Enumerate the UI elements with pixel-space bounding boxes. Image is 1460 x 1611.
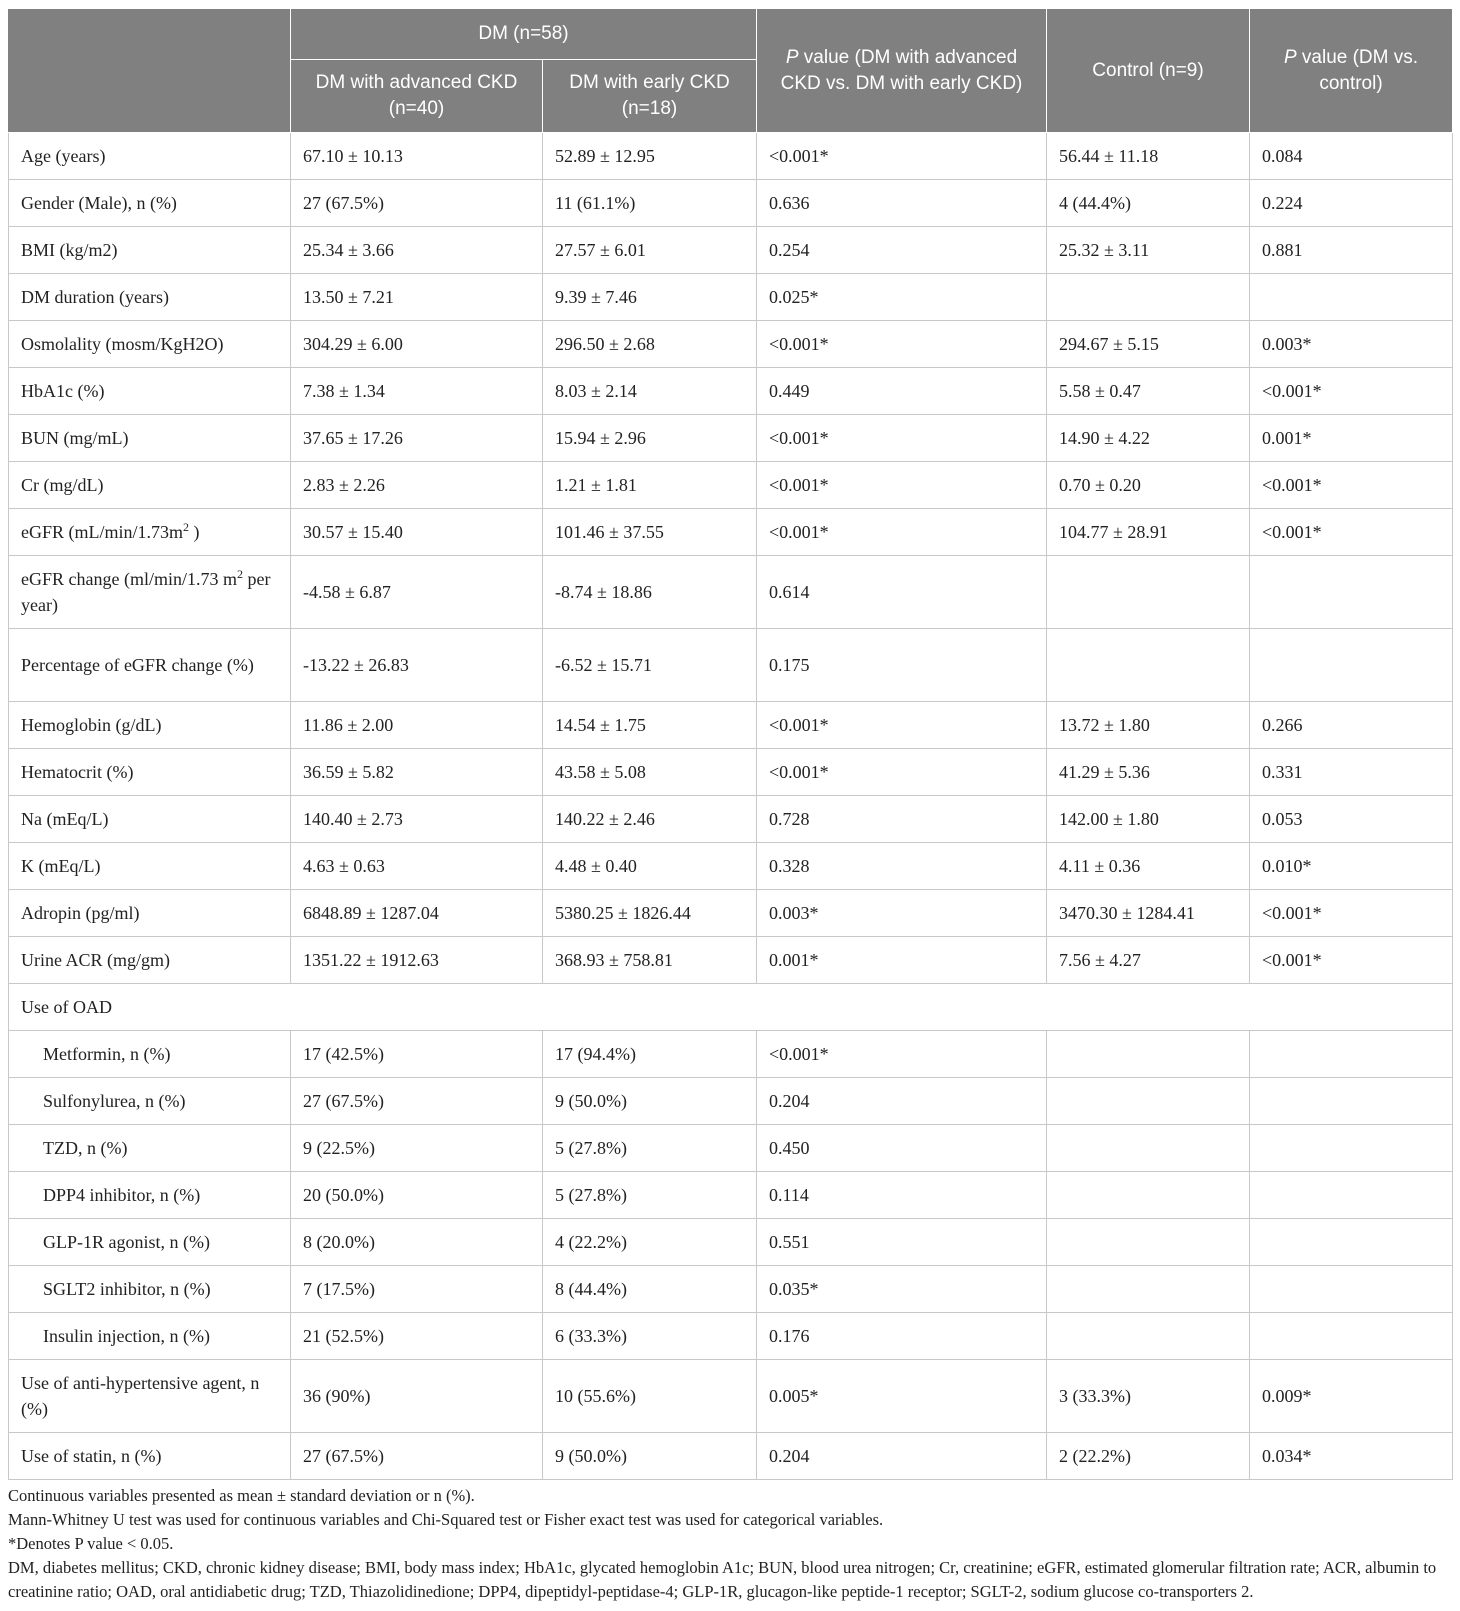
- table-row: [9, 556, 1453, 629]
- cell-control: 41.29 ± 5.36: [1047, 749, 1250, 796]
- row-label: [9, 1031, 291, 1078]
- row-label-text: HbA1c (%): [21, 381, 105, 401]
- cell-p-value-ckd: 0.114: [757, 1172, 1047, 1219]
- cell-control: 294.67 ± 5.15: [1047, 321, 1250, 368]
- cell-advanced-ckd: 140.40 ± 2.73: [291, 796, 543, 843]
- footnote-line: DM, diabetes mellitus; CKD, chronic kidney disease; BMI, body mass index; HbA1c, glycated hemoglobin A1c; BUN, blood urea nitrogen; Cr, creatinine; eGFR, estimated glomerular filtration rate; ACR, albumin to creatinine ratio; OAD, oral antidiabetic drug; TZD, Thiazolidinedione; DPP4, dipeptidyl-peptidase-4; GLP-1R, glucagon-like peptide-1 receptor; SGLT-2, sodium glucose co-transporters 2.: [8, 1558, 1437, 1601]
- cell-p-value-ckd: 0.450: [757, 1125, 1047, 1172]
- row-label-text: Osmolality (mosm/KgH2O): [21, 334, 224, 354]
- cell-early-ckd: 6 (33.3%): [543, 1313, 757, 1360]
- footnote-line: Continuous variables presented as mean ± standard deviation or n (%).: [8, 1486, 475, 1505]
- cell-p-value-control: 0.224: [1250, 180, 1453, 227]
- cell-p-value-control: 0.034*: [1250, 1433, 1453, 1480]
- row-label-text: DM duration (years): [21, 287, 169, 307]
- table-row: [9, 890, 1453, 937]
- row-label-text: Use of statin, n (%): [21, 1446, 162, 1466]
- cell-control: [1047, 1125, 1250, 1172]
- cell-p-value-control: [1250, 274, 1453, 321]
- row-label-superscript: 2: [236, 567, 243, 581]
- row-label-text: Cr (mg/dL): [21, 475, 104, 495]
- table-row: [9, 749, 1453, 796]
- cell-p-value-ckd: 0.176: [757, 1313, 1047, 1360]
- cell-early-ckd: 1.21 ± 1.81: [543, 462, 757, 509]
- cell-control: 104.77 ± 28.91: [1047, 509, 1250, 556]
- cell-p-value-ckd: 0.449: [757, 368, 1047, 415]
- row-label: [9, 1360, 291, 1433]
- cell-early-ckd: 8.03 ± 2.14: [543, 368, 757, 415]
- row-label-text: Hemoglobin (g/dL): [21, 715, 162, 735]
- cell-p-value-control: [1250, 629, 1453, 702]
- row-label-text: Adropin (pg/ml): [21, 903, 140, 923]
- row-label-text: BMI (kg/m2): [21, 240, 118, 260]
- cell-advanced-ckd: 27 (67.5%): [291, 1078, 543, 1125]
- cell-control: [1047, 1266, 1250, 1313]
- table-row: [9, 274, 1453, 321]
- table-row: [9, 984, 1453, 1031]
- table-row: [9, 509, 1453, 556]
- cell-control: 4.11 ± 0.36: [1047, 843, 1250, 890]
- table-row: [9, 843, 1453, 890]
- row-label: [9, 462, 291, 509]
- cell-p-value-control: [1250, 1172, 1453, 1219]
- cell-p-value-control: 0.053: [1250, 796, 1453, 843]
- cell-advanced-ckd: 36 (90%): [291, 1360, 543, 1433]
- row-label-text: Use of anti-hypertensive agent, n (%): [21, 1373, 260, 1419]
- header-dm-group: DM (n=58): [291, 9, 757, 60]
- row-label-suffix: per year): [21, 569, 271, 615]
- cell-p-value-ckd: <0.001*: [757, 749, 1047, 796]
- cell-control: 2 (22.2%): [1047, 1433, 1250, 1480]
- cell-advanced-ckd: 7.38 ± 1.34: [291, 368, 543, 415]
- cell-p-value-control: [1250, 1125, 1453, 1172]
- cell-early-ckd: -8.74 ± 18.86: [543, 556, 757, 629]
- cell-early-ckd: 4.48 ± 0.40: [543, 843, 757, 890]
- cell-advanced-ckd: 4.63 ± 0.63: [291, 843, 543, 890]
- cell-p-value-ckd: 0.328: [757, 843, 1047, 890]
- cell-p-value-control: 0.266: [1250, 702, 1453, 749]
- row-label-text: GLP-1R agonist, n (%): [43, 1232, 210, 1252]
- cell-early-ckd: 5 (27.8%): [543, 1172, 757, 1219]
- row-label: [9, 321, 291, 368]
- table-row: [9, 1266, 1453, 1313]
- row-label-text: Na (mEq/L): [21, 809, 109, 829]
- cell-early-ckd: 17 (94.4%): [543, 1031, 757, 1078]
- cell-control: [1047, 629, 1250, 702]
- cell-early-ckd: 8 (44.4%): [543, 1266, 757, 1313]
- header-early-ckd: DM with early CKD (n=18): [543, 60, 757, 133]
- cell-advanced-ckd: 67.10 ± 10.13: [291, 133, 543, 180]
- header-p2-text: value (DM vs. control): [1296, 46, 1419, 94]
- row-label: [9, 984, 1453, 1031]
- cell-control: 13.72 ± 1.80: [1047, 702, 1250, 749]
- cell-advanced-ckd: 7 (17.5%): [291, 1266, 543, 1313]
- cell-p-value-control: <0.001*: [1250, 890, 1453, 937]
- cell-early-ckd: 140.22 ± 2.46: [543, 796, 757, 843]
- table-row: [9, 1078, 1453, 1125]
- row-label: [9, 1313, 291, 1360]
- cell-control: 5.58 ± 0.47: [1047, 368, 1250, 415]
- row-label-text: Hematocrit (%): [21, 762, 134, 782]
- cell-advanced-ckd: 1351.22 ± 1912.63: [291, 937, 543, 984]
- table-row: [9, 1433, 1453, 1480]
- table-row: [9, 702, 1453, 749]
- cell-early-ckd: 296.50 ± 2.68: [543, 321, 757, 368]
- table-row: [9, 180, 1453, 227]
- cell-control: [1047, 1031, 1250, 1078]
- cell-early-ckd: 4 (22.2%): [543, 1219, 757, 1266]
- cell-control: 7.56 ± 4.27: [1047, 937, 1250, 984]
- cell-p-value-ckd: 0.005*: [757, 1360, 1047, 1433]
- row-label: [9, 629, 291, 702]
- cell-early-ckd: -6.52 ± 15.71: [543, 629, 757, 702]
- cell-advanced-ckd: 17 (42.5%): [291, 1031, 543, 1078]
- cell-p-value-ckd: <0.001*: [757, 509, 1047, 556]
- header-corner: [9, 9, 291, 133]
- cell-p-value-control: 0.331: [1250, 749, 1453, 796]
- header-control: Control (n=9): [1047, 9, 1250, 133]
- cell-control: 14.90 ± 4.22: [1047, 415, 1250, 462]
- cell-p-value-ckd: <0.001*: [757, 702, 1047, 749]
- table-row: [9, 1125, 1453, 1172]
- cell-p-value-control: [1250, 1219, 1453, 1266]
- cell-p-value-control: <0.001*: [1250, 937, 1453, 984]
- cell-p-value-ckd: 0.254: [757, 227, 1047, 274]
- cell-p-value-ckd: 0.636: [757, 180, 1047, 227]
- row-label-text: Metformin, n (%): [43, 1044, 171, 1064]
- table-row: [9, 1360, 1453, 1433]
- cell-control: 3470.30 ± 1284.41: [1047, 890, 1250, 937]
- cell-early-ckd: 15.94 ± 2.96: [543, 415, 757, 462]
- cell-early-ckd: 27.57 ± 6.01: [543, 227, 757, 274]
- row-label: [9, 180, 291, 227]
- header-p-value-ckd: [757, 9, 1047, 133]
- cell-p-value-control: 0.001*: [1250, 415, 1453, 462]
- row-label: [9, 509, 291, 556]
- table-row: [9, 1313, 1453, 1360]
- table-header: [9, 9, 1453, 133]
- cell-p-value-control: [1250, 1078, 1453, 1125]
- cell-p-value-ckd: 0.035*: [757, 1266, 1047, 1313]
- row-label-text: Use of OAD: [21, 997, 112, 1017]
- row-label-text: eGFR change (ml/min/1.73 m: [21, 569, 237, 589]
- cell-early-ckd: 43.58 ± 5.08: [543, 749, 757, 796]
- cell-control: 56.44 ± 11.18: [1047, 133, 1250, 180]
- cell-early-ckd: 11 (61.1%): [543, 180, 757, 227]
- row-label: [9, 937, 291, 984]
- cell-early-ckd: 5 (27.8%): [543, 1125, 757, 1172]
- cell-p-value-ckd: 0.551: [757, 1219, 1047, 1266]
- row-label: [9, 796, 291, 843]
- cell-early-ckd: 368.93 ± 758.81: [543, 937, 757, 984]
- cell-p-value-control: 0.010*: [1250, 843, 1453, 890]
- cell-advanced-ckd: 36.59 ± 5.82: [291, 749, 543, 796]
- row-label: [9, 415, 291, 462]
- cell-p-value-control: [1250, 1266, 1453, 1313]
- cell-advanced-ckd: 13.50 ± 7.21: [291, 274, 543, 321]
- row-label: [9, 556, 291, 629]
- cell-p-value-ckd: <0.001*: [757, 321, 1047, 368]
- cell-early-ckd: 14.54 ± 1.75: [543, 702, 757, 749]
- row-label-text: Urine ACR (mg/gm): [21, 950, 170, 970]
- row-label-text: Insulin injection, n (%): [43, 1326, 210, 1346]
- cell-advanced-ckd: 2.83 ± 2.26: [291, 462, 543, 509]
- row-label: [9, 702, 291, 749]
- cell-advanced-ckd: 6848.89 ± 1287.04: [291, 890, 543, 937]
- cell-p-value-control: [1250, 556, 1453, 629]
- cell-control: [1047, 1219, 1250, 1266]
- cell-p-value-ckd: <0.001*: [757, 133, 1047, 180]
- table-row: [9, 1172, 1453, 1219]
- row-label: [9, 749, 291, 796]
- cell-p-value-control: <0.001*: [1250, 509, 1453, 556]
- row-label: [9, 1078, 291, 1125]
- cell-p-value-ckd: <0.001*: [757, 462, 1047, 509]
- cell-advanced-ckd: 20 (50.0%): [291, 1172, 543, 1219]
- table-row: [9, 1031, 1453, 1078]
- cell-early-ckd: 5380.25 ± 1826.44: [543, 890, 757, 937]
- header-p-text: value (DM with advanced CKD vs. DM with early CKD): [780, 46, 1023, 94]
- row-label: [9, 890, 291, 937]
- cell-advanced-ckd: 9 (22.5%): [291, 1125, 543, 1172]
- table-body: [9, 133, 1453, 1480]
- row-label-suffix: ): [189, 522, 200, 542]
- row-label-text: Percentage of eGFR change (%): [21, 655, 254, 675]
- table-row: [9, 462, 1453, 509]
- cell-early-ckd: 9 (50.0%): [543, 1433, 757, 1480]
- table-row: [9, 321, 1453, 368]
- cell-p-value-ckd: 0.204: [757, 1078, 1047, 1125]
- table-row: [9, 629, 1453, 702]
- row-label-text: SGLT2 inhibitor, n (%): [43, 1279, 211, 1299]
- cell-p-value-ckd: <0.001*: [757, 415, 1047, 462]
- row-label: [9, 1433, 291, 1480]
- header-p-value-control: [1250, 9, 1453, 133]
- cell-p-value-control: 0.881: [1250, 227, 1453, 274]
- cell-control: 3 (33.3%): [1047, 1360, 1250, 1433]
- cell-advanced-ckd: 25.34 ± 3.66: [291, 227, 543, 274]
- cell-control: [1047, 274, 1250, 321]
- row-label: [9, 843, 291, 890]
- header-advanced-ckd: DM with advanced CKD (n=40): [291, 60, 543, 133]
- cell-p-value-ckd: 0.025*: [757, 274, 1047, 321]
- baseline-characteristics-table: [8, 8, 1453, 1480]
- cell-p-value-ckd: 0.614: [757, 556, 1047, 629]
- cell-control: [1047, 556, 1250, 629]
- cell-advanced-ckd: 37.65 ± 17.26: [291, 415, 543, 462]
- cell-control: 25.32 ± 3.11: [1047, 227, 1250, 274]
- table-row: [9, 415, 1453, 462]
- row-label: [9, 1125, 291, 1172]
- cell-p-value-ckd: 0.728: [757, 796, 1047, 843]
- row-label: [9, 1219, 291, 1266]
- table-row: [9, 796, 1453, 843]
- cell-advanced-ckd: -4.58 ± 6.87: [291, 556, 543, 629]
- cell-early-ckd: 9 (50.0%): [543, 1078, 757, 1125]
- row-label-text: Sulfonylurea, n (%): [43, 1091, 186, 1111]
- row-label: [9, 368, 291, 415]
- cell-early-ckd: 52.89 ± 12.95: [543, 133, 757, 180]
- cell-control: [1047, 1078, 1250, 1125]
- row-label-text: TZD, n (%): [43, 1138, 128, 1158]
- footnotes: [8, 1484, 1452, 1604]
- cell-p-value-ckd: <0.001*: [757, 1031, 1047, 1078]
- cell-p-value-ckd: 0.001*: [757, 937, 1047, 984]
- cell-p-value-control: [1250, 1031, 1453, 1078]
- table-row: [9, 227, 1453, 274]
- row-label-superscript: 2: [183, 520, 189, 534]
- cell-advanced-ckd: 8 (20.0%): [291, 1219, 543, 1266]
- row-label: [9, 1266, 291, 1313]
- cell-early-ckd: 10 (55.6%): [543, 1360, 757, 1433]
- row-label: [9, 1172, 291, 1219]
- table-row: [9, 1219, 1453, 1266]
- cell-p-value-control: 0.084: [1250, 133, 1453, 180]
- table-container: [8, 8, 1452, 1480]
- cell-control: [1047, 1313, 1250, 1360]
- cell-advanced-ckd: 11.86 ± 2.00: [291, 702, 543, 749]
- row-label-text: K (mEq/L): [21, 856, 101, 876]
- cell-p-value-control: <0.001*: [1250, 462, 1453, 509]
- cell-advanced-ckd: 304.29 ± 6.00: [291, 321, 543, 368]
- cell-control: 142.00 ± 1.80: [1047, 796, 1250, 843]
- table-row: [9, 133, 1453, 180]
- row-label-text: BUN (mg/mL): [21, 428, 129, 448]
- cell-p-value-ckd: 0.204: [757, 1433, 1047, 1480]
- cell-advanced-ckd: 27 (67.5%): [291, 180, 543, 227]
- cell-p-value-control: [1250, 1313, 1453, 1360]
- footnote-line: *Denotes P value < 0.05.: [8, 1534, 174, 1553]
- table-row: [9, 368, 1453, 415]
- row-label: [9, 227, 291, 274]
- cell-early-ckd: 101.46 ± 37.55: [543, 509, 757, 556]
- row-label: [9, 274, 291, 321]
- cell-p-value-ckd: 0.003*: [757, 890, 1047, 937]
- cell-control: 0.70 ± 0.20: [1047, 462, 1250, 509]
- row-label: [9, 133, 291, 180]
- table-row: [9, 937, 1453, 984]
- row-label-text: DPP4 inhibitor, n (%): [43, 1185, 201, 1205]
- cell-p-value-control: <0.001*: [1250, 368, 1453, 415]
- cell-advanced-ckd: 27 (67.5%): [291, 1433, 543, 1480]
- cell-advanced-ckd: 21 (52.5%): [291, 1313, 543, 1360]
- cell-p-value-ckd: 0.175: [757, 629, 1047, 702]
- cell-early-ckd: 9.39 ± 7.46: [543, 274, 757, 321]
- cell-control: 4 (44.4%): [1047, 180, 1250, 227]
- row-label-text: Gender (Male), n (%): [21, 193, 177, 213]
- cell-advanced-ckd: 30.57 ± 15.40: [291, 509, 543, 556]
- cell-advanced-ckd: -13.22 ± 26.83: [291, 629, 543, 702]
- cell-control: [1047, 1172, 1250, 1219]
- row-label-text: eGFR (mL/min/1.73m: [21, 522, 183, 542]
- row-label-text: Age (years): [21, 146, 106, 166]
- header-p-italic: P: [785, 46, 799, 68]
- cell-p-value-control: 0.003*: [1250, 321, 1453, 368]
- footnote-line: Mann-Whitney U test was used for continuous variables and Chi-Squared test or Fisher exact test was used for categorical variables.: [8, 1510, 884, 1529]
- header-p2-italic: P: [1283, 46, 1297, 68]
- cell-p-value-control: 0.009*: [1250, 1360, 1453, 1433]
